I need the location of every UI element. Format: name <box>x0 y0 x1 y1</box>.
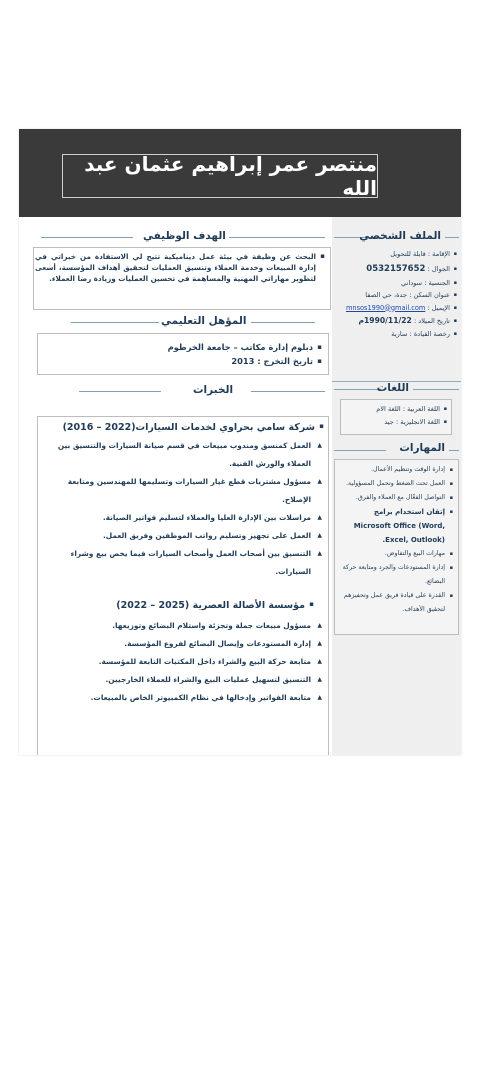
skills-list <box>340 463 453 617</box>
job-duty: ▲ التنسيق لتسهيل عمليات البيع والشراء للعملاء الخارجيين. <box>45 671 322 689</box>
divider <box>413 389 459 390</box>
divider <box>229 237 325 238</box>
person-name: منتصر عمر إبراهيم عثمان عبد الله <box>84 152 377 200</box>
divider <box>334 389 381 390</box>
language-item: ▪ اللغة العربية : اللغة الام <box>376 403 447 416</box>
job-duty: ▲ العمل كمنسق ومندوب مبيعات في قسم صيانة السيارات والتنسيق بين العملاء والورش الفنية. <box>45 437 322 473</box>
section-title-objective: الهدف الوظيفي <box>143 230 226 242</box>
resume-page <box>19 129 461 755</box>
job-duty: ▲ مسؤول مشتريات قطع غيار السيارات وتسليمها للمهندسين ومتابعة الإصلاح. <box>45 473 322 509</box>
divider <box>71 322 159 323</box>
language-item: ▪ اللغة الانجليزية : جيد <box>376 416 447 429</box>
email-link[interactable]: mnsos1990@gmail.com <box>345 303 426 312</box>
skill-item: ▪ القدرة على قيادة فريق عمل وتحفيزهم لتحقيق الأهداف. <box>340 589 453 617</box>
divider <box>41 237 133 238</box>
divider <box>449 450 459 451</box>
section-title-languages: اللغات <box>376 382 409 394</box>
divider <box>334 450 386 451</box>
job-duty: ▲ مراسلات بين الإدارة العليا والعملاء لتسليم فواتير الصيانة. <box>45 509 322 527</box>
skills-box <box>334 459 459 635</box>
divider <box>251 391 325 392</box>
skill-item: ▪ التواصل الفعّال مع العملاء والفرق. <box>340 491 453 505</box>
profile-email: ▪ الإيميل : mnsos1990@gmail.com <box>335 302 457 315</box>
profile-residence: ▪ الإقامة : قابلة للتحويل <box>335 248 457 261</box>
skill-item: ▪ مهارات البيع والتفاوض. <box>340 547 453 561</box>
section-title-experience: الخبرات <box>193 384 234 396</box>
languages-list <box>376 403 447 428</box>
objective-text: ▪ البحث عن وظيفة في بيئة عمل ديناميكية تتيح لي الاستفادة من خبراتي في إدارة المبيعات وخدمة العملاء وتنسيق العمليات لتحقيق أهداف المؤسسة، أسعى لتطوير مهاراتي المهنية والمساهمة في تحسين العمليات وزيادة رضا العملاء. <box>35 251 325 284</box>
job-duty: ▲ متابعة الفواتير وإدخالها في نظام الكمبيوتر الخاص بالمبيعات. <box>45 689 322 707</box>
job-duty: ▲ التنسيق بين أصحاب العمل وأصحاب السيارات فيما يخص بيع وشراء السيارات. <box>45 545 322 581</box>
objective-box <box>33 247 331 310</box>
skill-item: ▪ إدارة الوقت وتنظيم الأعمال. <box>340 463 453 477</box>
skill-item: ▪ إتقان استخدام برامج Microsoft Office (Word, Excel, Outlook). <box>340 505 453 547</box>
profile-address: ▪ عنوان السكن : جدة، حي الصفا <box>335 289 457 302</box>
languages-box <box>340 399 452 435</box>
skill-item: ▪ العمل تحت الضغط وتحمل المسؤولية. <box>340 477 453 491</box>
divider <box>79 391 161 392</box>
education-box <box>37 333 329 375</box>
experience-box <box>37 416 329 755</box>
section-title-profile: الملف الشخصي <box>359 230 441 242</box>
education-item: ▪ تاريخ التخرج : 2013 <box>168 354 322 368</box>
name-frame <box>62 154 378 198</box>
profile-nationality: ▪ الجنسية : سوداني <box>335 277 457 290</box>
divider <box>251 322 315 323</box>
right-column <box>332 217 461 755</box>
section-title-skills: المهارات <box>399 442 445 454</box>
profile-dob: ▪ تاريخ الميلاد : 1990/11/22م <box>335 314 457 328</box>
job-duty: ▲ مسؤول مبيعات جملة وتجزئة واستلام البضائع وتوزيعها. <box>45 617 322 635</box>
job-duty: ▲ متابعة حركة البيع والشراء داخل المكتبات التابعة للمؤسسة. <box>45 653 322 671</box>
skill-item: ▪ إدارة المستودعات والجرد ومتابعة حركة البضائع. <box>340 561 453 589</box>
left-column <box>19 217 332 755</box>
job-duty: ▲ إدارة المستودعات وإيصال البضائع لفروع المؤسسة. <box>45 635 322 653</box>
profile-mobile: ▪ الجوال : 0532157652 <box>335 261 457 277</box>
job-duty: ▲ العمل على تجهيز وتسليم رواتب الموظفين وفريق العمل. <box>45 527 322 545</box>
profile-license: ▪ رخصة القيادة : سارية <box>335 328 457 341</box>
job-title: ▪ مؤسسة الأصالة العصرية (2025 – 2022) <box>116 600 314 611</box>
job-duties-list <box>45 617 322 707</box>
divider <box>445 237 459 238</box>
education-item: ▪ دبلوم إدارة مكاتب – جامعة الخرطوم <box>168 340 322 354</box>
section-title-education: المؤهل التعليمي <box>161 315 247 327</box>
education-list <box>168 340 322 368</box>
resume-header <box>19 129 461 217</box>
profile-list <box>335 248 457 341</box>
job-title: ▪ شركة سامي بحراوي لخدمات السيارات(2022 – 2016) <box>63 422 324 433</box>
job-duties-list <box>45 437 322 581</box>
